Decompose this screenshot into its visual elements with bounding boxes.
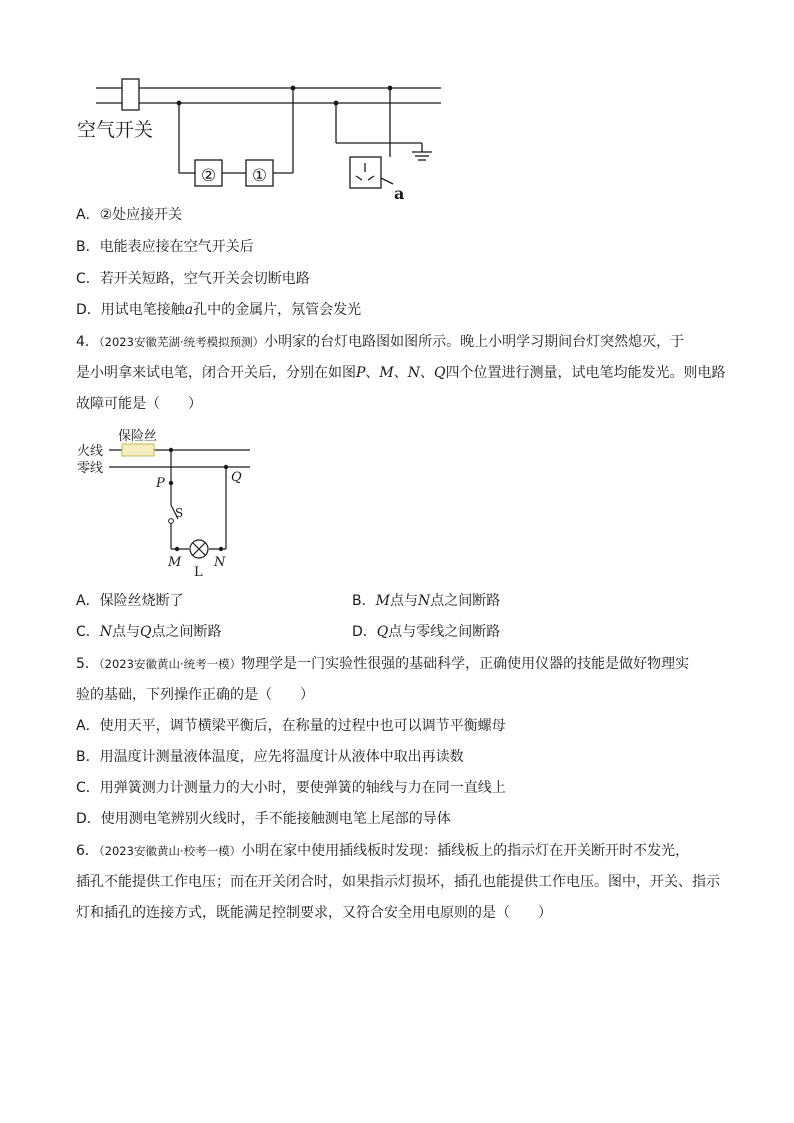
q4-option-c-post: 点之间断路 — [151, 624, 222, 640]
q6-source: （2023安徽黄山·校考一模） — [98, 844, 242, 858]
q6-line-2: 插孔不能提供工作电压；而在开关闭合时，如果指示灯损坏，插孔也能提供工作电压。图中，开关、指示 — [76, 874, 720, 890]
q4-option-c-mid: 点与 — [112, 624, 141, 640]
circuit-figure-2 — [0, 420, 794, 580]
q4-source: （2023安徽芜湖·统考模拟预测） — [98, 335, 265, 349]
q4-var-m: M — [379, 365, 394, 381]
point-m-label: M — [168, 555, 182, 570]
box-2-label: ② — [200, 166, 217, 186]
q5-line-1 — [76, 654, 689, 674]
q4-option-d-pre: D． — [352, 624, 377, 640]
q5-option-a: A．使用天平，调节横梁平衡后，在称量的过程中也可以调节平衡螺母 — [76, 718, 506, 734]
q6-line-1 — [76, 841, 689, 861]
q5-number: 5． — [76, 656, 99, 672]
hole-a-label: a — [394, 184, 405, 203]
q5-source: （2023安徽黄山·统考一模） — [98, 657, 242, 671]
q4-var-n: N — [407, 365, 421, 381]
q5-option-c: C．用弹簧测力计测量力的大小时，要使弹簧的轴线与力在同一直线上 — [76, 780, 506, 796]
q3-option-d-post: 孔中的金属片，氖管会发光 — [193, 302, 362, 318]
q4-line-2 — [76, 363, 726, 383]
q5-text-1: 物理学是一门实验性很强的基础科学，正确使用仪器的技能是做好物理实 — [241, 656, 690, 672]
q4-sep-1: 、 — [365, 365, 380, 381]
point-p-label: P — [156, 476, 165, 491]
q4-sep-3: 、 — [420, 365, 435, 381]
q4-line-1 — [76, 332, 684, 352]
q5-option-b: B．用温度计测量液体温度，应先将温度计从液体中取出再读数 — [76, 749, 464, 765]
q4-option-a: A．保险丝烧断了 — [76, 593, 184, 609]
box-1-label: ① — [251, 166, 268, 186]
q4-option-c-var-2: Q — [140, 624, 152, 640]
live-wire-label: 火线 — [77, 444, 104, 459]
fuse-label: 保险丝 — [118, 429, 158, 444]
q3-option-d-var: a — [184, 302, 194, 318]
q4-option-d-post: 点与零线之间断路 — [388, 624, 501, 640]
q4-option-b — [352, 591, 500, 611]
q3-option-d — [76, 300, 361, 320]
q4-option-b-mid: 点与 — [389, 593, 418, 609]
point-n-label: N — [214, 555, 226, 570]
q4-number: 4． — [76, 334, 99, 350]
q4-option-c — [76, 622, 222, 642]
q4-var-p: P — [356, 365, 366, 381]
q4-var-q: Q — [434, 365, 446, 381]
q4-option-b-pre: B． — [352, 593, 376, 609]
q3-option-c: C．若开关短路，空气开关会切断电路 — [76, 271, 310, 287]
q3-option-b: B．电能表应接在空气开关后 — [76, 239, 254, 255]
neutral-wire-label: 零线 — [77, 461, 104, 476]
q4-text-2a: 是小明拿来试电笔，闭合开关后，分别在如图 — [76, 365, 356, 381]
q4-text-2b: 四个位置进行测量，试电笔均能发光。则电路 — [445, 365, 726, 381]
q4-sep-2: 、 — [393, 365, 408, 381]
q6-line-3: 灯和插孔的连接方式，既能满足控制要求，又符合安全用电原则的是（ ） — [76, 905, 552, 921]
q4-option-b-post: 点之间断路 — [430, 593, 501, 609]
q4-option-c-var-1: N — [99, 624, 113, 640]
q6-number: 6． — [76, 843, 99, 859]
air-switch-label: 空气开关 — [77, 119, 154, 141]
q3-option-d-pre: D．用试电笔接触 — [76, 302, 185, 318]
q4-option-b-var-2: N — [417, 593, 431, 609]
q5-option-d: D．使用测电笔辨别火线时，手不能接触测电笔上尾部的导体 — [76, 811, 451, 827]
q5-line-2: 验的基础，下列操作正确的是（ ） — [76, 687, 314, 703]
q4-option-c-pre: C． — [76, 624, 100, 640]
q3-option-a: A．②处应接开关 — [76, 207, 183, 223]
q6-text-1: 小明在家中使用插线板时发现：插线板上的指示灯在开关断开时不发光， — [241, 843, 690, 859]
q4-text-1: 小明家的台灯电路图如图所示。晚上小明学习期间台灯突然熄灭，于 — [264, 334, 685, 350]
point-q-label: Q — [231, 470, 242, 485]
q4-option-b-var-1: M — [375, 593, 390, 609]
q4-option-d-var: Q — [376, 624, 389, 640]
lamp-l-label: L — [194, 565, 203, 580]
q4-line-3: 故障可能是（ ） — [76, 396, 202, 412]
q4-option-d — [352, 622, 500, 642]
switch-s-label: S — [175, 506, 184, 520]
